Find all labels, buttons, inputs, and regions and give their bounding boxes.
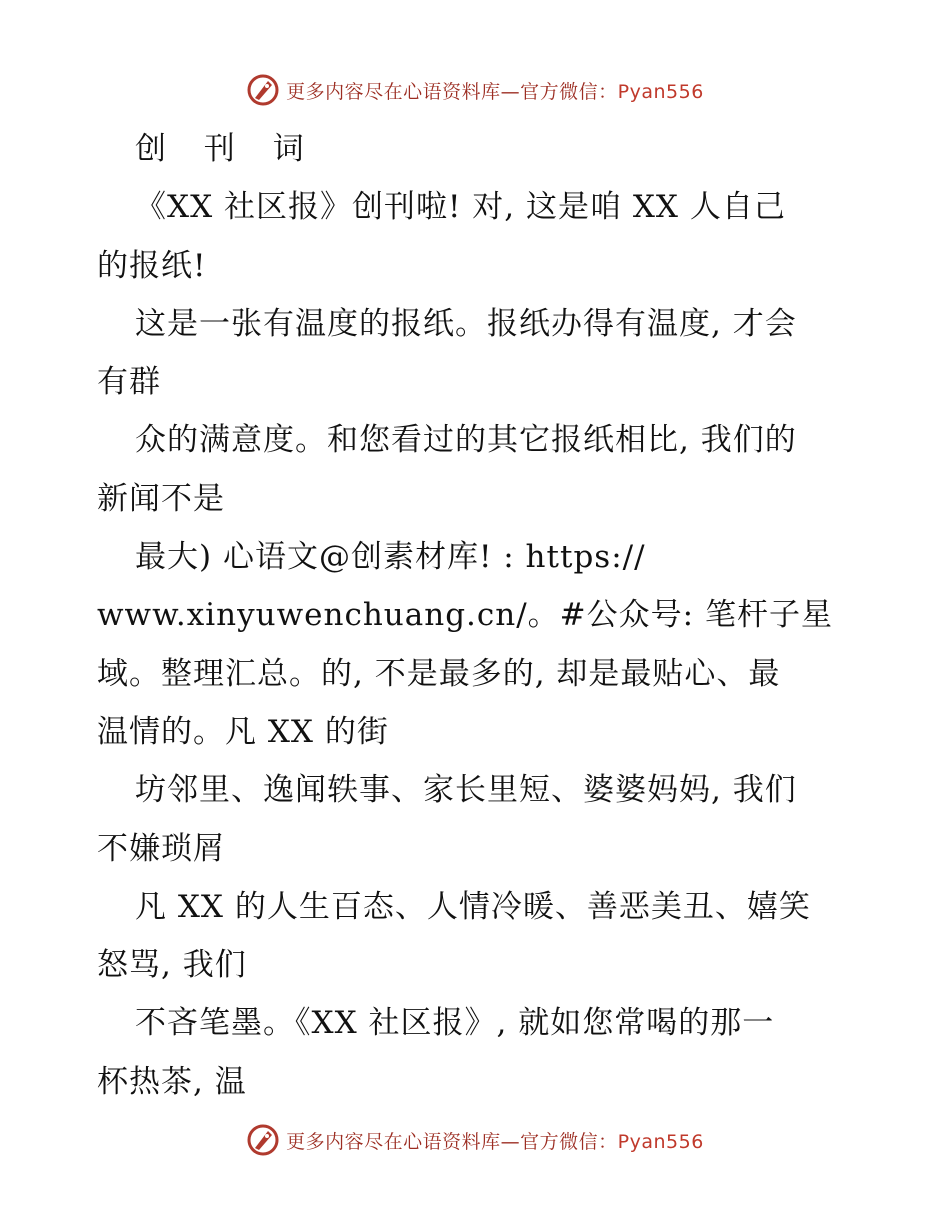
footer-wechat-id: Pyan556 (617, 1130, 704, 1153)
header-watermark-banner (0, 70, 950, 110)
header-banner-text: 更多内容尽在心语资料库—官方微信：Pyan556 (286, 80, 704, 103)
paragraph-line: 怒骂, 我们 (97, 947, 247, 984)
paragraph-line: 最大) 心语文@创素材库! : https:// (135, 539, 646, 576)
paragraph-line: 《XX 社区报》创刊啦! 对, 这是咱 XX 人自己 (135, 189, 786, 226)
paragraph-line: 众的满意度。和您看过的其它报纸相比, 我们的 (135, 422, 797, 459)
footer-watermark-banner (0, 1120, 950, 1160)
document-body (97, 120, 857, 1111)
paragraph-line: 凡 XX 的人生百态、人情冷暖、善恶美丑、嬉笑 (135, 888, 811, 925)
paragraph-line: 温情的。凡 XX 的街 (97, 713, 389, 750)
document-title: 创 刊 词 (135, 131, 318, 167)
paragraph-line: 坊邻里、逸闻轶事、家长里短、婆婆妈妈, 我们 (135, 772, 797, 809)
paragraph-line: 的报纸! (97, 247, 207, 284)
pen-nib-logo-icon (246, 73, 280, 107)
paragraph-line: 不嫌琐屑 (97, 830, 225, 867)
paragraph-line: 域。整理汇总。的, 不是最多的, 却是最贴心、最 (97, 655, 781, 692)
paragraph-line: 不吝笔墨。《XX 社区报》, 就如您常喝的那一 (135, 1005, 775, 1042)
paragraph-line: 新闻不是 (97, 480, 225, 517)
footer-banner-text: 更多内容尽在心语资料库—官方微信：Pyan556 (286, 1130, 704, 1153)
paragraph-line: 杯热茶, 温 (97, 1063, 247, 1100)
paragraph-line: 这是一张有温度的报纸。报纸办得有温度, 才会 (135, 305, 797, 342)
paragraph-line: www.xinyuwenchuang.cn/。#公众号: 笔杆子星 (97, 597, 833, 634)
header-wechat-id: Pyan556 (617, 80, 704, 103)
paragraph-line: 有群 (97, 364, 161, 401)
pen-nib-logo-icon (246, 1123, 280, 1157)
